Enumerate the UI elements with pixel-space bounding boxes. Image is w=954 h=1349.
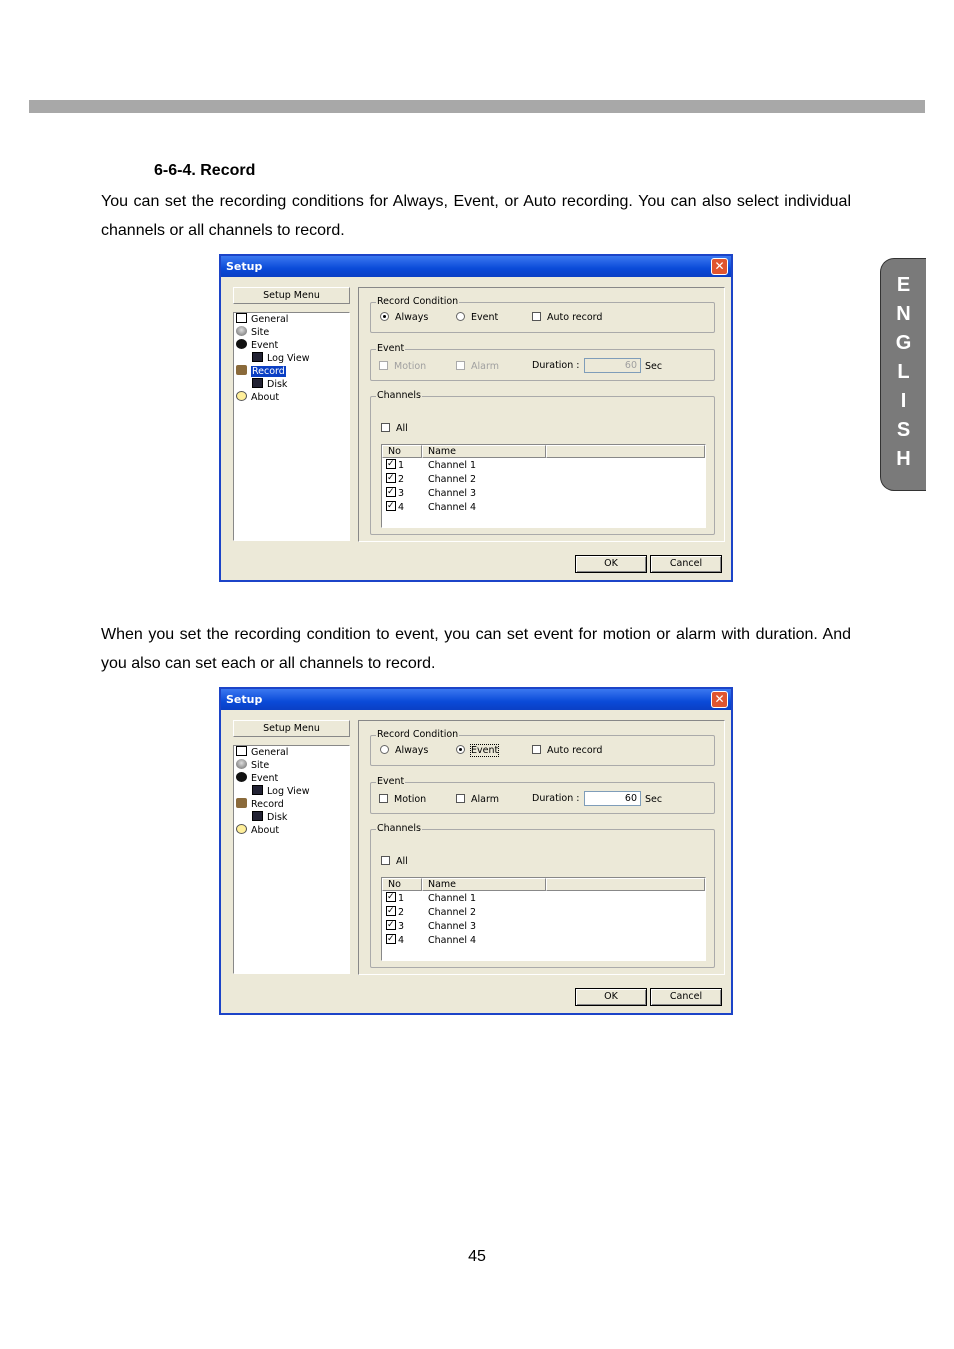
- record-condition-group: Record Condition Always Event Auto record: [370, 735, 715, 766]
- table-row[interactable]: ✓1 Channel 1: [386, 459, 404, 473]
- tree-item-disk[interactable]: Disk: [252, 378, 287, 391]
- table-row[interactable]: ✓2 Channel 2: [386, 906, 404, 920]
- tree-item-event[interactable]: Event: [236, 339, 278, 352]
- channel-list: [381, 877, 706, 961]
- tree-item-site[interactable]: Site: [236, 326, 269, 339]
- tree-item-record[interactable]: Record: [236, 798, 284, 811]
- dialog-titlebar: [221, 689, 731, 710]
- tree-item-site[interactable]: Site: [236, 759, 269, 772]
- duration-input[interactable]: 60: [584, 791, 641, 806]
- channel-checkbox[interactable]: [386, 934, 396, 944]
- setup-dialog-always: [219, 254, 733, 582]
- column-header-blank: [546, 878, 705, 891]
- event-icon: [236, 339, 247, 349]
- setup-menu-button[interactable]: Setup Menu: [233, 287, 350, 304]
- section-title: 6-6-4. Record: [154, 162, 256, 179]
- always-radio[interactable]: Always: [380, 312, 428, 323]
- record-icon: [236, 798, 247, 808]
- tree-item-about[interactable]: About: [236, 391, 279, 404]
- setup-menu-button[interactable]: Setup Menu: [233, 720, 350, 737]
- alarm-checkbox[interactable]: Alarm: [456, 794, 499, 805]
- table-row[interactable]: ✓3 Channel 3: [386, 487, 404, 501]
- close-icon[interactable]: ✕: [711, 258, 728, 275]
- table-row[interactable]: ✓4 Channel 4: [386, 934, 404, 948]
- language-tab: [880, 258, 926, 491]
- tree-item-about[interactable]: About: [236, 824, 279, 837]
- tree-item-general[interactable]: General: [236, 746, 288, 759]
- intro-paragraph: You can set the recording conditions for Always, Event, or Auto recording. You can also select individual channels or all channels to record.: [101, 193, 851, 239]
- setup-dialog-event: [219, 687, 733, 1015]
- cancel-button[interactable]: Cancel: [650, 988, 722, 1006]
- sec-label: Sec: [645, 794, 663, 805]
- event-paragraph: When you set the recording condition to event, you can set event for motion or alarm with duration. And you also can set each or all channels to record.: [101, 626, 851, 672]
- close-icon[interactable]: ✕: [711, 691, 728, 708]
- tree-item-log-view[interactable]: Log View: [252, 352, 310, 365]
- language-tab-label: E N G L I S H: [895, 274, 912, 470]
- sec-label: Sec: [645, 361, 663, 372]
- auto-record-checkbox[interactable]: Auto record: [532, 745, 602, 756]
- ok-button[interactable]: OK: [575, 988, 647, 1006]
- tree-item-disk[interactable]: Disk: [252, 811, 287, 824]
- site-icon: [236, 326, 247, 336]
- channel-list: [381, 444, 706, 528]
- general-icon: [236, 313, 247, 323]
- all-channels-checkbox[interactable]: All: [381, 423, 408, 434]
- column-header-name[interactable]: Name: [422, 445, 546, 458]
- auto-record-checkbox[interactable]: Auto record: [532, 312, 602, 323]
- channel-checkbox[interactable]: [386, 487, 396, 497]
- about-icon: [236, 824, 247, 834]
- dialog-title: Setup: [226, 693, 263, 706]
- tree-item-general[interactable]: General: [236, 313, 288, 326]
- event-radio[interactable]: Event: [456, 745, 498, 756]
- event-icon: [236, 772, 247, 782]
- all-channels-checkbox[interactable]: All: [381, 856, 408, 867]
- tree-item-log-view[interactable]: Log View: [252, 785, 310, 798]
- event-group: Event Motion Alarm Duration : 60 Sec: [370, 782, 715, 814]
- channel-checkbox[interactable]: [386, 920, 396, 930]
- record-settings-pane: [358, 287, 725, 542]
- record-settings-pane: [358, 720, 725, 975]
- column-header-no[interactable]: No: [382, 445, 422, 458]
- tree-item-record[interactable]: Record: [236, 365, 286, 378]
- disk-icon: [252, 785, 263, 795]
- channel-checkbox[interactable]: [386, 501, 396, 511]
- channel-checkbox[interactable]: [386, 473, 396, 483]
- cancel-button[interactable]: Cancel: [650, 555, 722, 573]
- table-row[interactable]: ✓1 Channel 1: [386, 892, 404, 906]
- tree-item-event[interactable]: Event: [236, 772, 278, 785]
- alarm-checkbox[interactable]: Alarm: [456, 361, 499, 372]
- table-row[interactable]: ✓3 Channel 3: [386, 920, 404, 934]
- channels-group: Channels All No Name ✓1 Channel 1 ✓2 Channel 2 ✓3 Channel 3 ✓4 Channel 4: [370, 829, 715, 968]
- setup-tree: [233, 745, 350, 974]
- disk-icon: [252, 378, 263, 388]
- duration-input[interactable]: 60: [584, 358, 641, 373]
- site-icon: [236, 759, 247, 769]
- column-header-name[interactable]: Name: [422, 878, 546, 891]
- event-group: Event Motion Alarm Duration : 60 Sec: [370, 349, 715, 381]
- channel-checkbox[interactable]: [386, 459, 396, 469]
- always-radio[interactable]: Always: [380, 745, 428, 756]
- channel-checkbox[interactable]: [386, 906, 396, 916]
- disk-icon: [252, 352, 263, 362]
- dialog-titlebar: [221, 256, 731, 277]
- motion-checkbox[interactable]: Motion: [379, 361, 426, 372]
- channel-checkbox[interactable]: [386, 892, 396, 902]
- general-icon: [236, 746, 247, 756]
- table-row[interactable]: ✓4 Channel 4: [386, 501, 404, 515]
- column-header-no[interactable]: No: [382, 878, 422, 891]
- about-icon: [236, 391, 247, 401]
- disk-icon: [252, 811, 263, 821]
- header-bar: [29, 100, 925, 113]
- ok-button[interactable]: OK: [575, 555, 647, 573]
- page-number: 45: [468, 1248, 486, 1265]
- duration-label: Duration :: [532, 793, 580, 804]
- table-row[interactable]: ✓2 Channel 2: [386, 473, 404, 487]
- dialog-title: Setup: [226, 260, 263, 273]
- column-header-blank: [546, 445, 705, 458]
- event-radio[interactable]: Event: [456, 312, 498, 323]
- channels-group: Channels All No Name ✓1 Channel 1 ✓2 Channel 2 ✓3 Channel 3 ✓4 Channel 4: [370, 396, 715, 535]
- setup-tree: [233, 312, 350, 541]
- motion-checkbox[interactable]: Motion: [379, 794, 426, 805]
- duration-label: Duration :: [532, 360, 580, 371]
- record-condition-group: Record Condition Always Event Auto record: [370, 302, 715, 333]
- record-icon: [236, 365, 247, 375]
